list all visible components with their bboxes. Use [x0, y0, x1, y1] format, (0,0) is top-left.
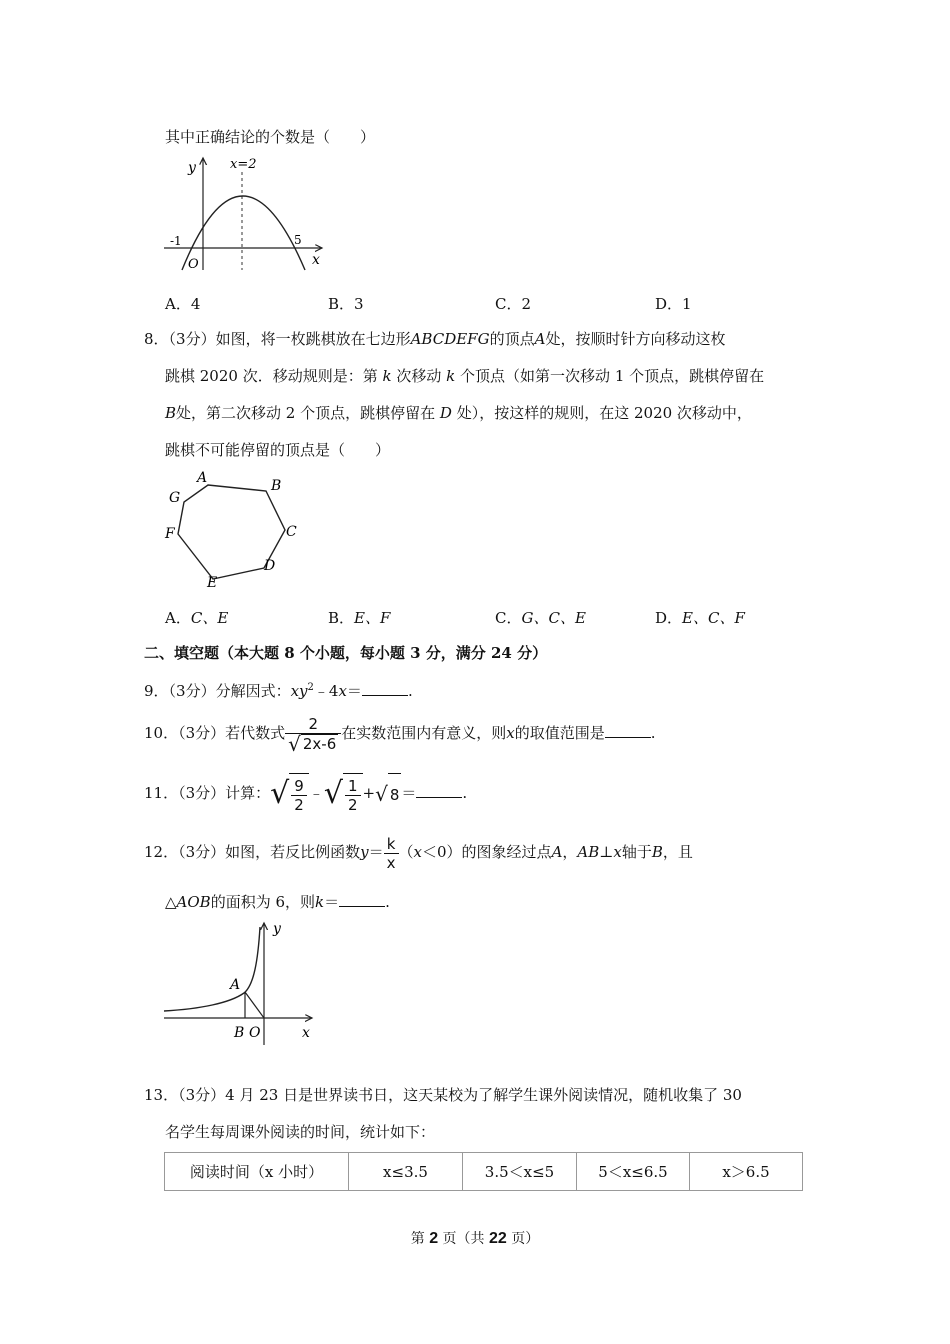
- q8-vertex-g: G: [169, 490, 181, 506]
- q10: 10．（3分）若代数式 $\frac{2}{√ 2x-6}$ 在实数范围内有意义，则x的取值范围是 .: [144, 715, 656, 756]
- q8-vertex-f: F: [165, 526, 175, 542]
- q8-line-3: B处，第二次移动 2 个顶点，跳棋停留在 D 处），按这样的规则，在这 2020 次移动中，: [165, 404, 752, 422]
- q8-option-c[interactable]: C．G、C、E: [495, 609, 586, 627]
- table-header-cell: 阅读时间（x 小时）: [165, 1153, 349, 1191]
- q12-hyperbola-curve: [164, 927, 260, 1011]
- q12-label-x: x: [302, 1025, 310, 1041]
- q7-left-root: -1: [170, 234, 182, 248]
- q7-parabola-curve: [182, 196, 305, 270]
- table-header-cell: 3.5＜x≤5: [463, 1153, 577, 1191]
- q13-line-1: 13．（3分）4 月 23 日是世界读书日，这天某校为了解学生课外阅读情况，随机收集了 30: [144, 1086, 742, 1104]
- q8-line-2: 跳棋 2020 次．移动规则是：第 k 次移动 k 个顶点（如第一次移动 1 个顶点，跳棋停留在: [165, 367, 765, 385]
- q12-segment-ao: [245, 992, 264, 1018]
- q7-x-label: x: [312, 252, 320, 268]
- q7-y-label: y: [188, 160, 196, 176]
- q8-vertex-b: B: [271, 478, 282, 494]
- page-footer: 第 2 页（共 22 页）: [410, 1230, 540, 1247]
- q10-fraction: $\frac{2}{√ 2x-6}$: [285, 715, 341, 753]
- q7-option-b[interactable]: B．3: [328, 295, 364, 313]
- q12-label-a: A: [230, 977, 241, 993]
- q8-line-1: 8．（3分）如图，将一枚跳棋放在七边形ABCDEFG的顶点A处，按顺时针方向移动这枚: [144, 330, 726, 348]
- q12-label-b: B: [234, 1025, 245, 1041]
- table-header-cell: 5＜x≤6.5: [577, 1153, 690, 1191]
- q8-option-a[interactable]: A．C、E: [165, 609, 229, 627]
- q11: 11．（3分）计算：√ $\frac{9}{2}$ ﹣√ $\frac{1}{2}$ +√ 8 ＝ .: [144, 772, 467, 816]
- section-2-title: 二、填空题（本大题 8 个小题，每小题 3 分，满分 24 分）: [144, 644, 548, 662]
- q7-option-c[interactable]: C．2: [495, 295, 532, 313]
- q7-right-root: 5: [294, 233, 302, 247]
- q7-origin: O: [188, 257, 199, 272]
- q9-answer-blank[interactable]: [362, 681, 408, 696]
- q9: 9．（3分）分解因式：$xy^2﹣4x=$ .: [144, 682, 413, 700]
- q12-line-2: △AOB的面积为 6，则k＝ .: [165, 893, 390, 911]
- q8-option-d[interactable]: D．E、C、F: [655, 609, 745, 627]
- q8-heptagon-figure: [160, 466, 310, 594]
- q11-answer-blank[interactable]: [416, 783, 462, 798]
- q12-label-o: O: [249, 1025, 261, 1041]
- q8-vertex-d: D: [264, 558, 276, 574]
- q12-hyperbola-graph: [160, 915, 320, 1050]
- q12-answer-blank[interactable]: [339, 892, 385, 907]
- q13-line-2: 名学生每周课外阅读的时间，统计如下：: [165, 1123, 436, 1141]
- q8-option-b[interactable]: B．E、F: [328, 609, 391, 627]
- q8-vertex-e: E: [207, 575, 218, 591]
- table-header-cell: x＞6.5: [690, 1153, 803, 1191]
- q8-line-4: 跳棋不可能停留的顶点是（ ）: [165, 441, 391, 459]
- q8-vertex-a: A: [197, 470, 208, 486]
- q7-stem-end: 其中正确结论的个数是（ ）: [165, 128, 376, 146]
- q12-line-1: 12．（3分）如图，若反比例函数y＝ $\frac{k}{x}$ （x＜0）的图象经过点A，AB⊥x轴于B，且: [144, 834, 693, 872]
- table-row: [165, 1153, 803, 1191]
- q7-option-d[interactable]: D．1: [655, 295, 692, 313]
- q7-parabola-graph: [160, 152, 330, 274]
- q8-vertex-c: C: [286, 524, 297, 540]
- q7-option-a[interactable]: A．4: [165, 295, 201, 313]
- q10-answer-blank[interactable]: [605, 723, 651, 738]
- q7-axis-label: x=2: [230, 157, 257, 172]
- q13-table: [164, 1152, 803, 1191]
- table-header-cell: x≤3.5: [349, 1153, 463, 1191]
- q12-label-y: y: [273, 921, 281, 937]
